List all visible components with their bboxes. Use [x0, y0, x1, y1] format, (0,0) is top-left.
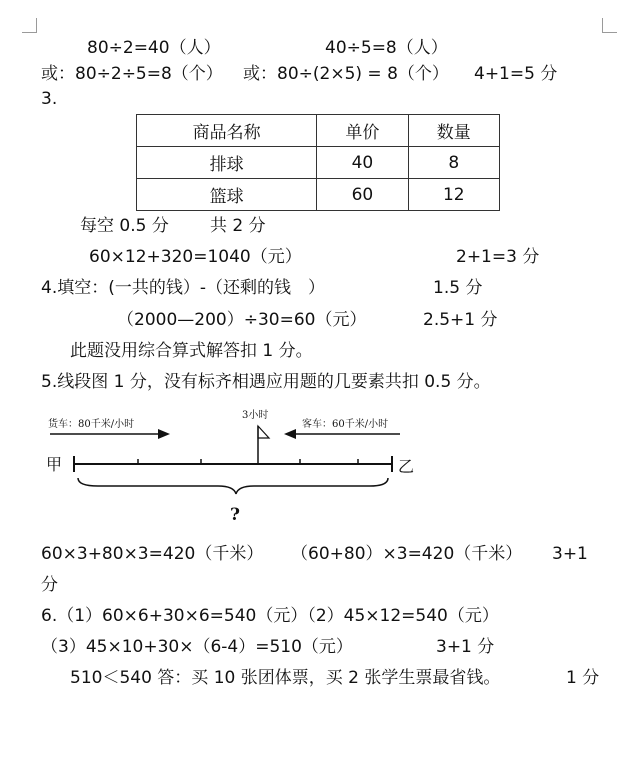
line-2-b: 或：80÷(2×5) = 8（个） [243, 64, 449, 84]
line-1-left: 80÷2=40（人） [87, 38, 221, 58]
line-12: 6.（1）60×6+30×6=540（元）（2）45×12=540（元） [41, 606, 499, 626]
bus-label: 客车：60千米/小时 [302, 419, 389, 430]
line-4-right: 共 2 分 [210, 216, 266, 236]
line-14-left: 510＜540 答：买 10 张团体票，买 2 张学生票最省钱。 [70, 668, 501, 688]
time-label: 3小时 [242, 410, 269, 421]
endpoint-label-right: 乙 [398, 457, 415, 476]
total-distance-brace [78, 478, 388, 494]
line-2-score: 4+1=5 分 [474, 64, 558, 84]
crop-mark-top-left [22, 18, 37, 33]
line-10-score: 3+1 [552, 544, 588, 564]
line-7-score: 2.5+1 分 [423, 310, 498, 330]
line-7-left: （2000—200）÷30=60（元） [117, 310, 367, 330]
table-header-cell: 商品名称 [137, 115, 317, 147]
line-2-a: 或：80÷2÷5=8（个） [41, 64, 223, 84]
table-cell: 排球 [137, 147, 317, 179]
line-5-score: 2+1=3 分 [456, 247, 540, 267]
line-6-left: 4.填空：(一共的钱）-（还剩的钱 ） [41, 278, 325, 298]
table-row [137, 147, 500, 179]
endpoint-label-left: 甲 [46, 455, 63, 474]
table-cell: 篮球 [137, 179, 317, 211]
line-13-left: （3）45×10+30×（6-4）=510（元） [41, 637, 353, 657]
line-9: 5.线段图 1 分，没有标齐相遇应用题的几要素共扣 0.5 分。 [41, 372, 491, 392]
line-4-left: 每空 0.5 分 [80, 216, 169, 236]
line-14-score: 1 分 [566, 668, 600, 688]
table-cell: 12 [408, 179, 499, 211]
line-8: 此题没用综合算式解答扣 1 分。 [70, 341, 313, 361]
bus-arrowhead-icon [284, 429, 296, 439]
unknown-distance-mark: ? [230, 505, 240, 525]
table-header-cell: 单价 [317, 115, 408, 147]
goods-table [136, 114, 500, 211]
line-11: 分 [41, 575, 58, 595]
table-header-cell: 数量 [408, 115, 499, 147]
line-5-left: 60×12+320=1040（元） [89, 247, 302, 267]
line-1-right: 40÷5=8（人） [325, 38, 448, 58]
table-cell: 40 [317, 147, 408, 179]
line-10-a: 60×3+80×3=420（千米） [41, 544, 264, 564]
truck-label: 货车：80千米/小时 [48, 419, 135, 430]
segment-diagram [38, 402, 418, 532]
table-header-row [137, 115, 500, 147]
table-cell: 8 [408, 147, 499, 179]
truck-arrowhead-icon [158, 429, 170, 439]
line-10-b: （60+80）×3=420（千米） [291, 544, 523, 564]
table-row [137, 179, 500, 211]
question-3-number: 3. [41, 89, 58, 109]
flag-icon [258, 426, 269, 438]
table-cell: 60 [317, 179, 408, 211]
line-13-score: 3+1 分 [436, 637, 495, 657]
crop-mark-top-right [602, 18, 617, 33]
line-6-score: 1.5 分 [433, 278, 483, 298]
